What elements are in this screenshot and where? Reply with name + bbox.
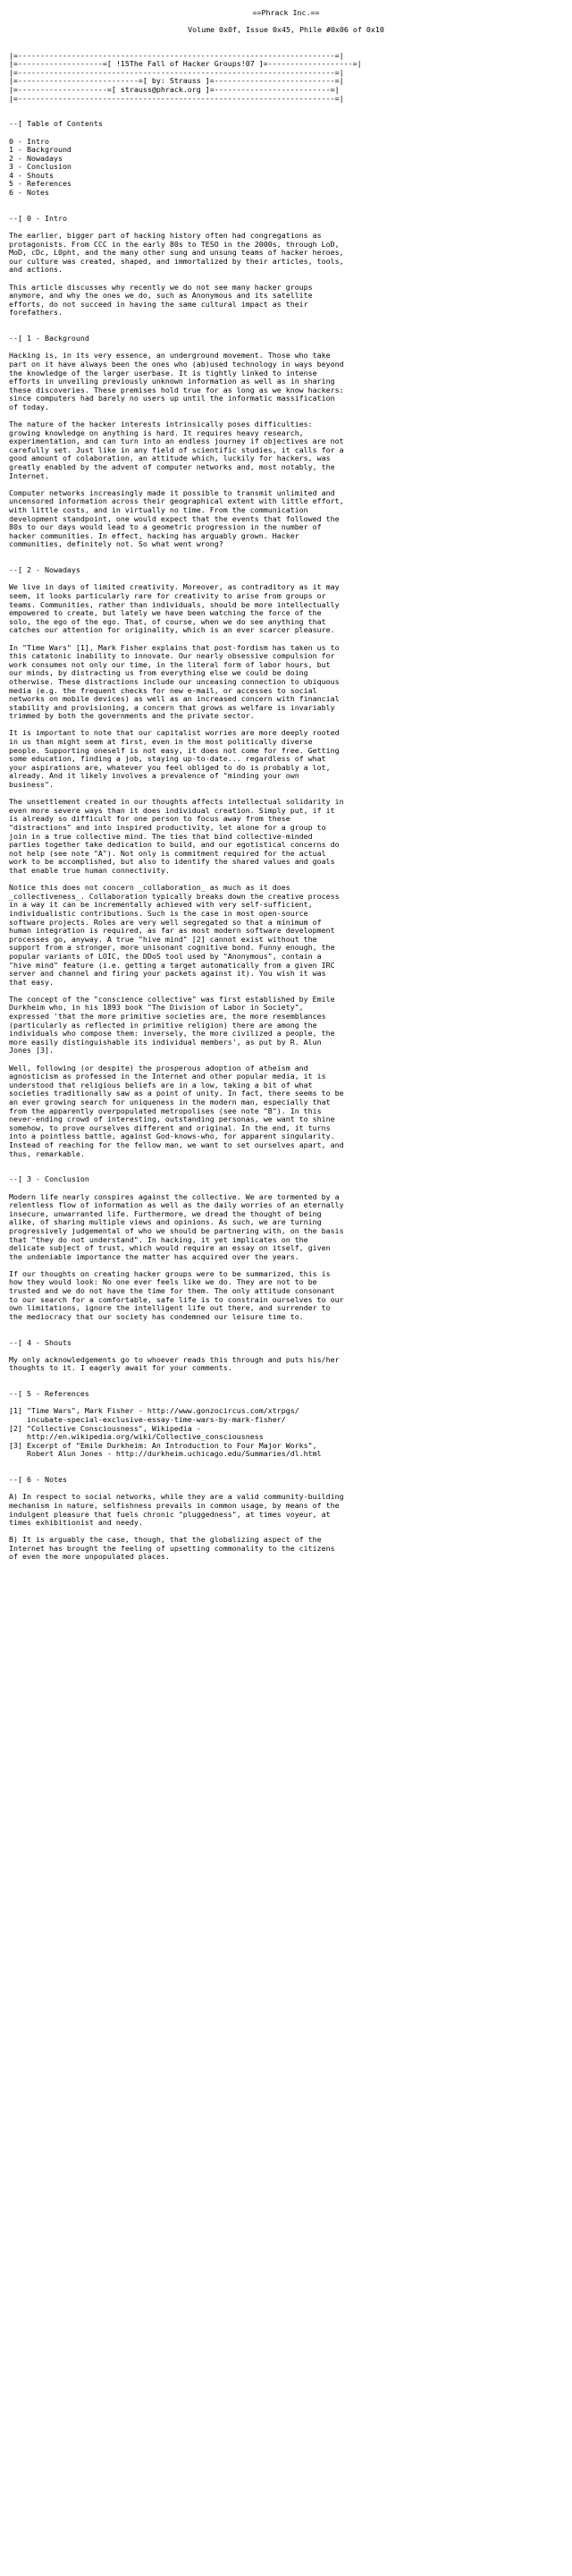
paragraph: The unsettlement created in our thoughts affects intellectual solidarity in even more severe ways than it does individual creation. Simply put, if it is already so difficult for one person to focus away from these "distractions" and into inspired productivity, let alone for a group to join in a true collective mind. The ties that bind collective-minded parties together take dedication to build, and our egotistical concerns do not help (see note "A"). Not only is commitment required for the actual work to be accomplished, but also to identify the shared values and goals that enable true human connectivity. — [9, 797, 344, 875]
paragraph: It is important to note that our capitalist worries are more deeply rooted in us than might seem at first, even in the most politically diverse people. Supporting oneself is not easy, it does not come for free. Getting some education, finding a job, staying up-to-date... regardless of what your aspirations are, whatever you feel obliged to do is probably a lot, already. And it likely involves a prevalence of "minding your own business". — [9, 728, 340, 790]
section-notes — [9, 1476, 563, 1562]
section-heading: --[ 3 - Conclusion — [9, 1174, 89, 1184]
paragraph: The nature of the hacker interests intrinsically poses difficulties: growing knowledge on anything is hard. It requires heavy research, experimentation, and can turn into an endless journey if objectives are not carefully set. Just like in any field of scientific studies, it calls for a good amount of colaboration, an attitude which, luckily for hackers, was greatly enabled by the advent of computer networks and, most notably, the Internet. — [9, 419, 344, 480]
paragraph: This article discusses why recently we do not see many hacker groups anymore, and why the ones we do, such as Anonymous and its satellite efforts, do not succeed in having the same cultural impact as their forefathers. — [9, 282, 313, 318]
section-heading: --[ 0 - Intro — [9, 213, 67, 223]
banner-border-middle: |=-----------------------------------------------------------------------=| — [9, 67, 344, 77]
paragraph: In "Time Wars" [1], Mark Fisher explains that post-fordism has taken us to this catatonic inability to innovate. Our nearly obsessive compulsion for work consumes not only our time, in the literal form of labor hours, but our minds, by distracting us from everything else we could be doing otherwise. These distractions include our unceasing connection to ubiquous media (e.g. the frequent checks for new e-mail, or accesses to social networks on mobile devices) as well as an increased concern with financial stability and provisioning, a concern that grows as welfare is invariably trimmed by both the governments and the private sector. — [9, 642, 340, 721]
paragraph: Well, following (or despite) the prosperous adoption of atheism and agnosticism as professed in the Internet and other popular media, it is understood that religious beliefs are in a low, taking a bit of what societies traditionally saw as a point of unity. In fact, there seems to be an ever growing search for uniqueness in the modern man, especially that from the apparently overpopulated metropolises (see note "B"). In this never-ending crowd of interesting, outstanding personas, we want to shine somehow, to prove ourselves different and original. In the end, it turns into a pointless battle, against God-knows-who, for apparent singularity. Instead of reaching for the fellow man, we want to set ourselves apart, and thus, remarkable. — [9, 1063, 344, 1158]
reference-item: [2] "Collective Consciousness", Wikipedia - http://en.wikipedia.org/wiki/Collective_consciousness — [9, 1423, 264, 1442]
section-heading: --[ 4 - Shouts — [9, 1337, 72, 1347]
magazine-name: ==Phrack Inc.== — [252, 7, 320, 17]
article-title: |=-------------------=[ !15The Fall of Hacker Groups!07 ]=-------------------=| — [9, 59, 362, 69]
reference-item: [3] Excerpt of "Emile Durkheim: An Introduction to Four Major Works", Robert Alun Jones - http://durkheim.uchicago.edu/Summaries/dl.html — [9, 1440, 322, 1459]
toc-item: 2 - Nowadays — [9, 153, 63, 163]
toc-heading: --[ Table of Contents — [9, 119, 103, 129]
note-paragraph: A) In respect to social networks, while they are a valid community-building mechanism in nature, selfishness prevails in common usage, by means of the indulgent pleasure that fuels chronic "pluggedness", at times voyeur, at times exhibitionist and needy. — [9, 1492, 344, 1528]
section-conclusion — [9, 1175, 563, 1321]
toc-item: 3 - Conclusion — [9, 162, 72, 172]
section-shouts — [9, 1339, 563, 1373]
section-heading: --[ 6 - Notes — [9, 1475, 67, 1485]
paragraph: Computer networks increasingly made it possible to transmit unlimited and uncensored information across their geographical extent with little effort, with little costs, and in virtually no time. From the communication development standpoint, one would expect that the events that followed the 80s to our days would lead to a geometric progression in the number of hacker communities. In effect, hacking has arguably grown. Hacker communities, definitely not. So what went wrong? — [9, 487, 344, 549]
toc-item: 6 - Notes — [9, 188, 49, 198]
paragraph: If our thoughts on creating hacker groups were to be summarized, this is how they would look: No one ever feels like we do. They are not to be trusted and we do not have the time for them. The only attitude consonant to our search for a comfortable, safe life is to constrain ourselves to our own limitations, ignore the intelligent life out there, and surrender to the mediocracy that our society has condemned our leisure time to. — [9, 1268, 344, 1321]
section-references — [9, 1390, 563, 1459]
author-email: |=--------------------=[ strauss@phrack.org ]=--------------------------=| — [9, 84, 340, 94]
paragraph: The concept of the "conscience collective" was first established by Emile Durkheim who, in his 1893 book "The Division of Labor in Society", expressed 'that the more primitive societies are, the more resemblances (particularly as reflected in primitive religion) there are among the individuals who compose them: inversely, the more civilized a people, the more easily distinguishable its individual members', as put by R. Alun Jones [3]. — [9, 994, 335, 1055]
paragraph: Modern life nearly conspires against the collective. We are tormented by a relentless flow of information as well as the daily worries of an eternally insecure, unwarranted life. Furthermore, we dread the thought of being alike, of sharing multiple views and opinions. As such, we are turning progressively judgemental of who we should be partnering with, on the basis that "they do not understand". In hacking, it yet implicates on the delicate subject of trust, which would require an essay on itself, given the undeniable importance the matter has acquired over the years. — [9, 1191, 344, 1261]
banner-border-top: |=-----------------------------------------------------------------------=| — [9, 50, 344, 60]
section-heading: --[ 2 - Nowadays — [9, 565, 80, 575]
section-heading: --[ 5 - References — [9, 1389, 89, 1399]
paragraph: My only acknowledgements go to whoever reads this through and puts his/her thoughts to it. I eagerly await for your comments. — [9, 1354, 340, 1373]
reference-item: [1] "Time Wars", Mark Fisher - http://www.gonzocircus.com/xtrpgs/ incubate-special-exclusive-essay-time-wars-by-mark-fisher/ — [9, 1406, 299, 1424]
paragraph: The earlier, bigger part of hacking history often had congregations as protagonists. From CCC in the early 80s to TESO in the 2000s, through LoD, MoD, cDc, L0pht, and the many other sung and unsung teams of hacker heroes, our culture was created, shaped, and immortalized by their articles, tools, and actions. — [9, 231, 344, 275]
toc-item: 4 - Shouts — [9, 170, 54, 180]
section-background — [9, 335, 563, 549]
paragraph: We live in days of limited creativity. Moreover, as contraditory as it may seem, it looks particularly rare for creativity to arise from groups or teams. Communities, rather than individuals, should be more intellectually empowered to create, but lately we have been watching the force of the solo, the ego of the ego. That, of course, when we do see anything that catches our attention for originality, which is an ever scarcer pleasure. — [9, 582, 340, 635]
section-heading: --[ 1 - Background — [9, 334, 89, 343]
toc-item: 1 - Background — [9, 145, 72, 155]
section-intro — [9, 215, 563, 318]
author-line: |=---------------------------=[ by: Strauss ]=---------------------------=| — [9, 76, 344, 86]
banner-border-bottom: |=-----------------------------------------------------------------------=| — [9, 93, 344, 103]
issue-line: Volume 0x0f, Issue 0x45, Phile #0x06 of 0x10 — [188, 24, 384, 34]
table-of-contents — [9, 120, 563, 197]
paragraph: Notice this does not concern _collaboration_ as much as it does _collectiveness_. Collaboration typically breaks down the creative process in a way it can be incrementally achieved with very self-sufficient, individualistic contributions. Such is the case in most open-source software projects. Roles are very well segregated so that a minimum of human integration is required, as far as most modern software development processes go, anyway. A true "hive mind" [2] cannot exist without the support from a stronger, more unisonant cognitive bond. Funny enough, the popular variants of LOIC, the DDoS tool used by "Anonymous", contain a "hive mind" feature (i.e. getting a target automatically from a given IRC server and channel and firing your packets against it). You wish it was that easy. — [9, 883, 340, 987]
toc-item: 0 - Intro — [9, 136, 49, 146]
section-nowadays — [9, 566, 563, 1158]
note-paragraph: B) It is arguably the case, though, that the globalizing aspect of the Internet has brought the feeling of upsetting commonality to the citizens of even the more unpopulated places. — [9, 1535, 335, 1562]
toc-item: 5 - References — [9, 179, 72, 189]
title-banner — [9, 52, 563, 104]
paragraph: Hacking is, in its very essence, an underground movement. Those who take part on it have always been the ones who (ab)used technology in ways beyond the knowledge of the larger userbase. It is tightly linked to intense efforts in unveiling previously unknown information as well as in sharing these discoveries. These premises hold true for as long as we know hackers: since computers had barely no users up until the informatic massification of today. — [9, 351, 344, 411]
